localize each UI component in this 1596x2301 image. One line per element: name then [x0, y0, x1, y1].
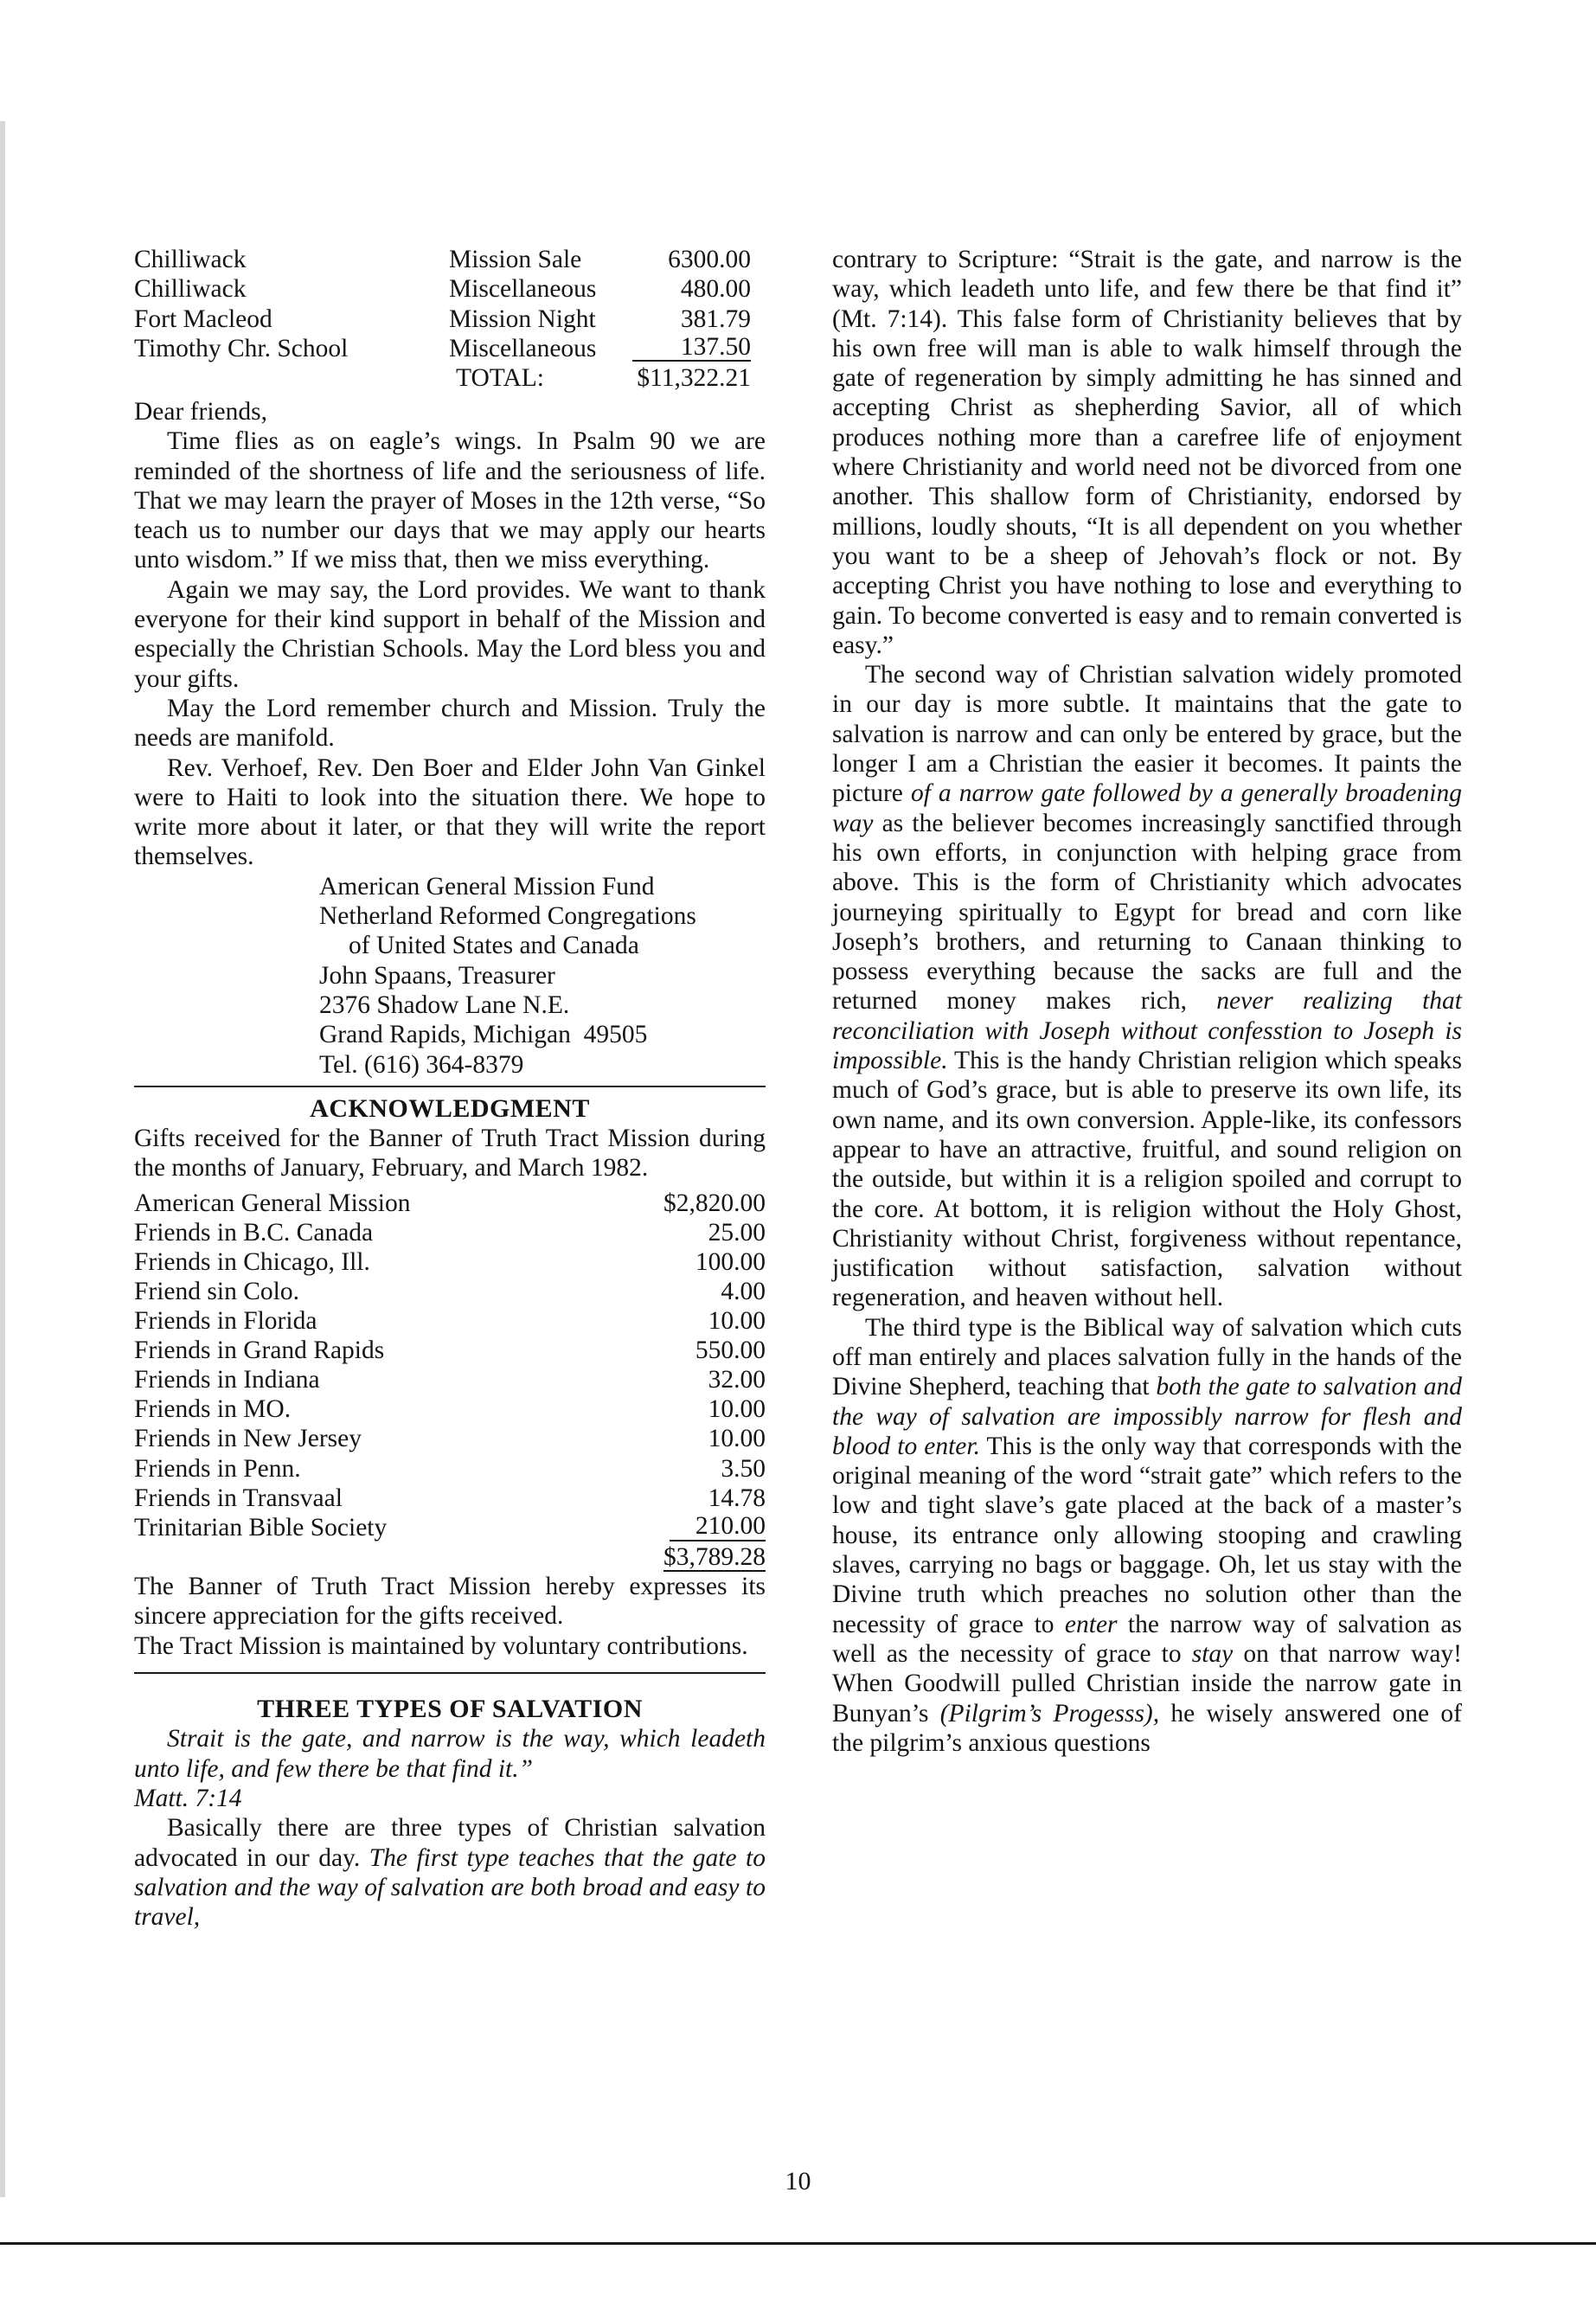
donation-total-amount: $11,322.21 [637, 364, 751, 393]
signature-line: John Spaans, Treasurer [319, 961, 555, 990]
italic-run: enter [1064, 1610, 1118, 1638]
text-run: The second way of Christian salvation widely promoted in our day is more subtle. It maintains that the gate to salvation is narrow and can only be entered by grace, but the longer I am a Christian the easier it becomes. It paints the picture [832, 661, 1462, 808]
signature-line: of United States and Canada [349, 932, 639, 960]
gift-donor: Friends in Transvaal [134, 1484, 343, 1512]
gift-donor: Trinitarian Bible Society [134, 1513, 388, 1541]
donation-total-row [134, 363, 766, 393]
article-title: THREE TYPES OF SALVATION [257, 1695, 643, 1724]
gift-total-row [134, 1542, 766, 1572]
text-run: This is the handy Christian religion which speaks much of God’s grace, but is able to preserve its own life, its own name, and its own conversion. Apple-like, its confessors appear to have an attractive, fruitful, and sound religion on the outside, but within it is a religion spoiled and corrupt to the core. At bottom, it is religion without the Holy Ghost, Christianity without Christ, forgiveness without repentance, justification without satisfaction, salvation without regeneration, and heaven without hell. [832, 1047, 1462, 1312]
gift-amount: 100.00 [695, 1247, 766, 1276]
acknowledgment-closing: The Banner of Truth Tract Mission hereby expresses its sincere appreciation for the gifts received. [134, 1573, 766, 1631]
letter-signature [134, 872, 766, 1080]
donation-type: Miscellaneous [449, 275, 597, 304]
gift-row [134, 1247, 766, 1277]
donation-type: Mission Night [449, 304, 596, 333]
gift-amount: 210.00 [670, 1513, 766, 1541]
signature-line: Netherland Reformed Congregations [319, 902, 696, 931]
epigraph-text: Strait is the gate, and narrow is the way, which leadeth unto life, and few there be that find it.” [134, 1725, 766, 1783]
text-run: The third type is the Biblical way of salvation which cuts off man entirely and places salvation fully in the hands of the Divine Shepherd, teaching that [832, 1313, 1462, 1401]
gift-amount: 550.00 [695, 1336, 766, 1365]
gift-amount: 4.00 [721, 1278, 766, 1305]
gift-amount: 25.00 [708, 1218, 766, 1247]
gift-donor: Friends in Indiana [134, 1366, 320, 1394]
letter-paragraph: Again we may say, the Lord provides. We want to thank everyone for their kind support in behalf of the Mission and especially the Christian Schools. May the Lord bless you and your gifts. [134, 575, 766, 693]
donation-type: Miscellaneous [449, 334, 597, 362]
gift-row [134, 1306, 766, 1336]
letter-salutation: Dear friends, [134, 398, 267, 426]
gift-row [134, 1424, 766, 1453]
gift-row [134, 1394, 766, 1424]
scan-edge [0, 121, 5, 2197]
gift-donor: Friends in Grand Rapids [134, 1336, 385, 1365]
signature-line: Tel. (616) 364-8379 [319, 1050, 524, 1079]
donation-type: Mission Sale [449, 246, 582, 273]
donation-total-label: TOTAL: [456, 364, 544, 393]
donations-table [134, 245, 766, 397]
gifts-list [134, 1189, 766, 1572]
donation-row [134, 304, 766, 334]
donation-location: Fort Macleod [134, 304, 272, 333]
italic-run: stay [1191, 1639, 1234, 1668]
acknowledgment-closing: The Tract Mission is maintained by voluntary contributions. [134, 1631, 748, 1660]
gift-total: $3,789.28 [663, 1542, 766, 1571]
signature-line: 2376 Shadow Lane N.E. [319, 990, 570, 1019]
italic-run: The first type teaches that the gate to salvation and the way of salvation are both broad and easy to travel, [134, 1843, 766, 1932]
gift-row [134, 1218, 766, 1247]
gift-row [134, 1484, 766, 1513]
article-epigraph [134, 1724, 766, 1784]
gift-row [134, 1336, 766, 1365]
left-column [134, 245, 766, 1932]
italic-run: both the gate to salvation and the way of salvation are impossibly narrow for flesh and blood to enter. [832, 1373, 1462, 1460]
gift-amount: $2,820.00 [663, 1189, 766, 1217]
text-run: he wisely answered one of the pilgrim’s anxious questions [832, 1699, 1462, 1757]
article-paragraph [832, 1313, 1462, 1758]
donation-location: Chilliwack [134, 246, 247, 273]
gift-donor: American General Mission [134, 1189, 411, 1217]
text-run: Basically there are three types of Christian salvation advocated in our day. [134, 1814, 766, 1872]
donation-amount: 137.50 [632, 334, 751, 362]
article-paragraph [134, 1813, 766, 1932]
gift-donor: Friends in B.C. Canada [134, 1218, 374, 1247]
gift-donor: Friends in New Jersey [134, 1425, 362, 1453]
gift-amount: 32.00 [708, 1366, 766, 1394]
donation-row [134, 334, 766, 363]
gift-donor: Friends in Penn. [134, 1454, 301, 1483]
text-run: contrary to Scripture: “Strait is the gate, and narrow is the way, which leadeth unto life, and few there be that find it” (Mt. 7:14). This false form of Christianity believes that by his own free will man is able to walk himself through the gate of regeneration by simply admitting he has sinned and accepting Christ as shepherding Savior, all of which produces nothing more than a carefree life of enjoyment where Christianity and world need not be divorced from one another. This shallow form of Christianity, endorsed by millions, loudly shouts, “It is all dependent on you whether you want to be a sheep of Jehovah’s flock or not. By accepting Christ you have nothing to lose and everything to gain. To become converted is easy and to remain converted is easy.” [832, 246, 1462, 659]
gift-row [134, 1277, 766, 1306]
acknowledgment-heading: ACKNOWLEDGMENT [310, 1093, 590, 1123]
signature-line: American General Mission Fund [319, 872, 655, 901]
donation-location: Timothy Chr. School [134, 334, 349, 362]
text-run: the narrow way of salvation as well as the necessity of grace to [832, 1610, 1462, 1668]
bottom-rule [0, 2242, 1596, 2245]
gift-amount: 10.00 [708, 1395, 766, 1424]
text-run: as the believer becomes increasingly sanctified through his own efforts, in conjunction with helping grace from above. This is the form of Christianity which advocates journeying spiritually to Egypt for bread and corn like Joseph’s brothers, and returning to Canaan thinking to possess everything because the sacks are full and the returned money makes rich, [832, 809, 1462, 1016]
donation-amount: 480.00 [680, 275, 751, 304]
gift-donor: Friend sin Colo. [134, 1278, 299, 1305]
text-run: on that narrow way! When Goodwill pulled Christian inside the narrow gate in Bunyan’s [832, 1639, 1462, 1727]
donation-row [134, 274, 766, 304]
acknowledgment-intro: Gifts received for the Banner of Truth Tract Mission during the months of January, February, and March 1982. [134, 1125, 766, 1183]
divider [134, 1086, 766, 1087]
donation-amount: 6300.00 [668, 246, 751, 273]
gift-amount: 10.00 [708, 1425, 766, 1453]
gift-row [134, 1365, 766, 1394]
donation-amount: 381.79 [680, 304, 751, 333]
italic-run: (Pilgrim’s Progesss), [939, 1699, 1160, 1727]
text-run: This is the only way that corresponds with the original meaning of the word “strait gate” which refers to the low and tight slave’s gate placed at the back of a master’s house, its entrance only allowing stooping and crawling slaves, carrying no bags or baggage. Oh, let us stay with the Divine truth which preaches no solution other than the necessity of grace to [832, 1432, 1462, 1638]
donation-row [134, 245, 766, 274]
gift-amount: 10.00 [708, 1307, 766, 1336]
donation-location: Chilliwack [134, 275, 247, 304]
italic-run: never realizing that reconciliation with Joseph without confesstion to Joseph is impossible. [832, 987, 1463, 1075]
letter-paragraph: May the Lord remember church and Mission. Truly the needs are manifold. [134, 694, 766, 753]
gift-donor: Friends in MO. [134, 1395, 292, 1424]
article-paragraph [832, 660, 1462, 1313]
letter-paragraph: Rev. Verhoef, Rev. Den Boer and Elder John Van Ginkel were to Haiti to look into the situation there. We hope to write more about it later, or that they will write the report themselves. [134, 753, 766, 871]
gift-row [134, 1189, 766, 1218]
article-paragraph-continued [832, 245, 1462, 660]
divider [134, 1672, 766, 1674]
gift-row [134, 1454, 766, 1484]
italic-run: of a narrow gate followed by a generally broadening way [832, 779, 1462, 837]
article-epigraph-ref: Matt. 7:14 [134, 1784, 242, 1812]
gift-amount: 3.50 [721, 1454, 766, 1483]
gift-row [134, 1513, 766, 1542]
gift-donor: Friends in Chicago, Ill. [134, 1247, 370, 1276]
letter-paragraph: Time flies as on eagle’s wings. In Psalm 90 we are reminded of the shortness of life and the seriousness of life. That we may learn the prayer of Moses in the 12th verse, “So teach us to number our days that we may apply our hearts unto wisdom.” If we miss that, then we miss everything. [134, 427, 766, 574]
gift-donor: Friends in Florida [134, 1307, 317, 1336]
signature-line: Grand Rapids, Michigan 49505 [319, 1021, 648, 1049]
right-column [832, 245, 1462, 1758]
gift-amount: 14.78 [708, 1484, 766, 1512]
page-number: 10 [785, 2167, 811, 2195]
